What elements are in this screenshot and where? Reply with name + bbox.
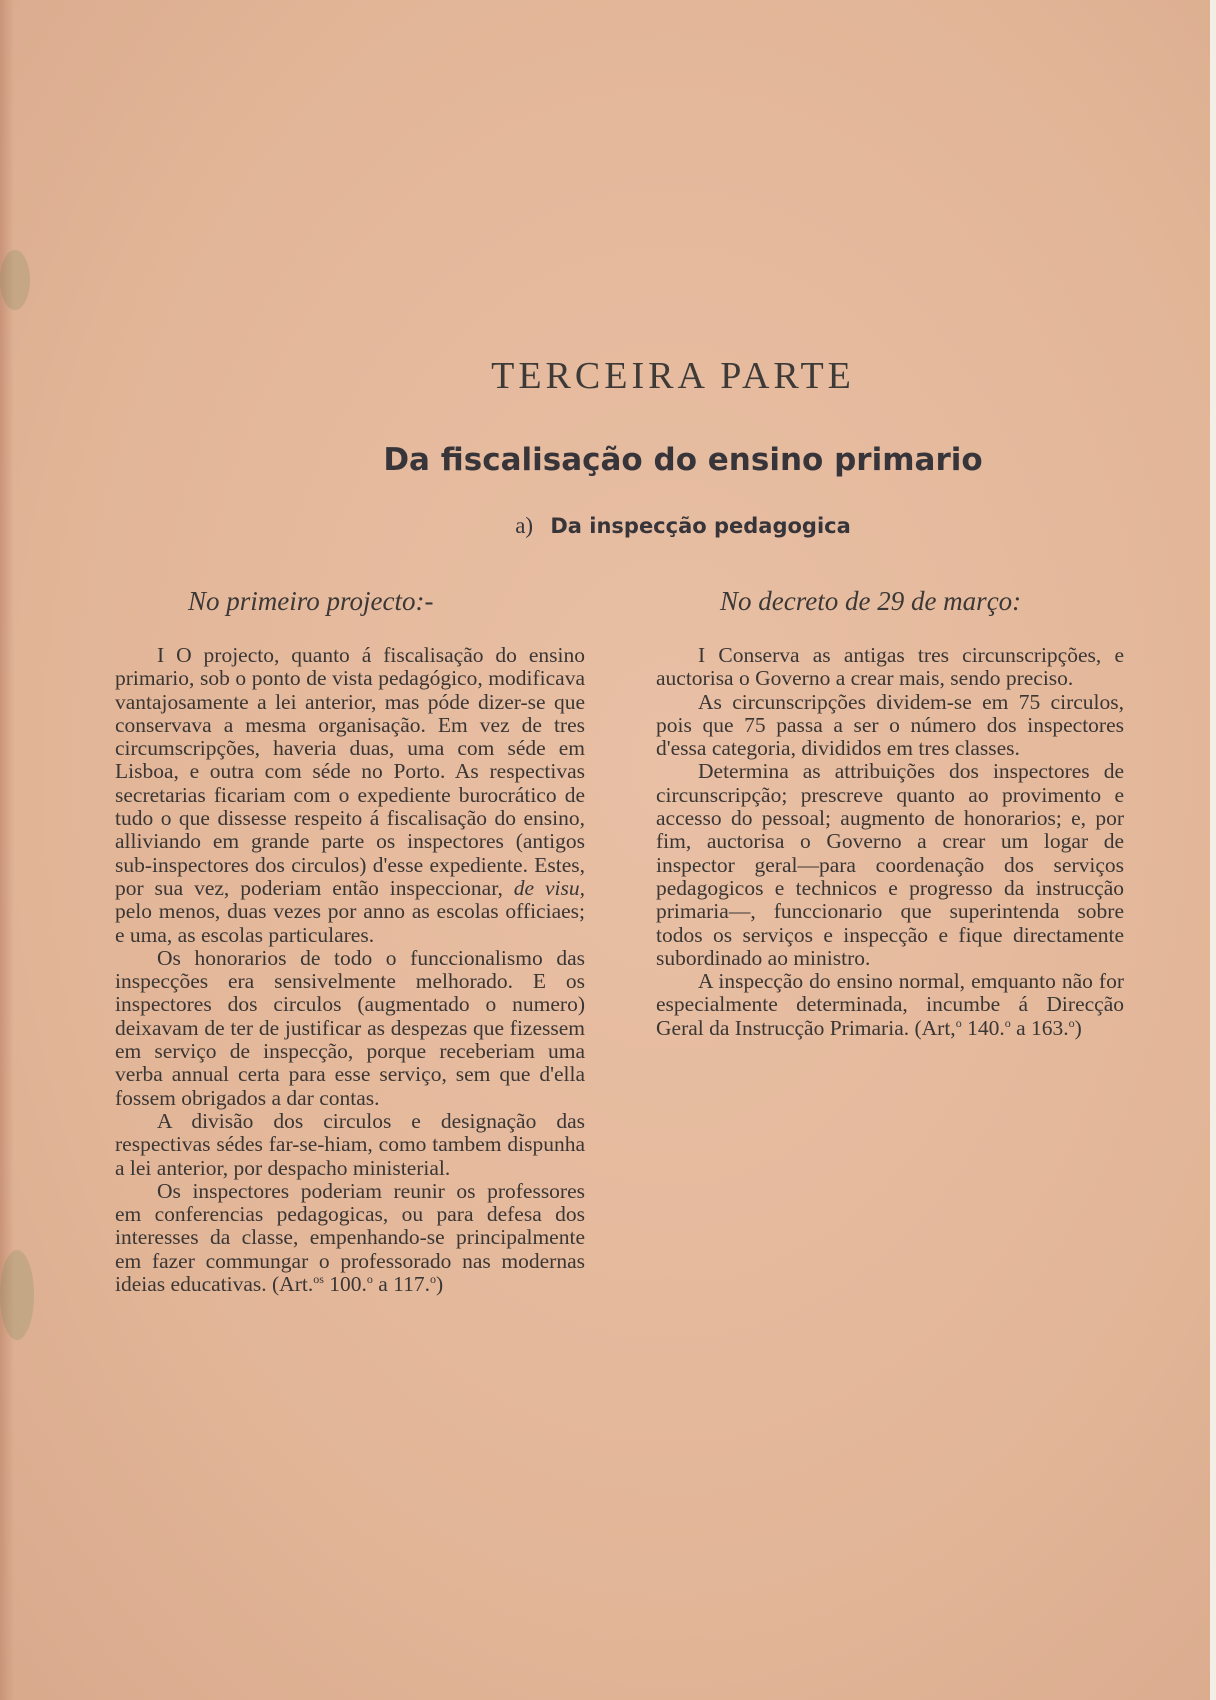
left-paragraph-2: Os honorarios de todo o funccionalismo das inspecções era sensivelmente melhorado. E os inspectores dos circulos (augmentado o numero) deixavam de ter de justificar as despezas que fizessem em serviço de inspecção, porque receberiam uma verba annual certa para esse serviço, sem que d'ella fossem obrigados a dar contas.	[115, 945, 585, 1110]
subsection-marker: a)	[515, 513, 534, 538]
left-paragraph-1: I O projecto, quanto á fiscalisação do ensino primario, sob o ponto de vista pedagógico, modificava vantajosamente a lei anterior, mas póde dizer-se que conservava a mesma organisação. Em vez de tres circumscripções, haveria duas, uma com séde em Lisboa, e outra com séde no Porto. As respectivas secretarias ficariam com o expediente burocrático de tudo o que dissesse respeito á fiscalisação do ensino, alliviando em grande parte os inspectores (antigos sub-inspectores dos circulos) d'esse expediente. Estes, por sua vez, poderiam então inspeccionar, de visu, pelo menos, duas vezes por anno as escolas officiaes; e uma, as escolas particulares.	[115, 643, 585, 947]
right-paragraph-3: Determina as attribuições dos inspectores de circunscripção; prescreve quanto ao provimento e accesso do pessoal; augmento de honorarios; e, por fim, auctorisa o Governo a crear um logar de inspector geral—para coordenação dos serviços pedagogicos e technicos e progresso da instrucção primaria—, funccionario que superintenda sobre todos os serviços e inspecção e fique directamente subordinado ao ministro.	[656, 759, 1124, 970]
right-paragraph-4: A inspecção do ensino normal, emquanto não for especialmente determinada, incumbe á Direcção Geral da Instrucção Primaria. (Art,$^o$ 140.$^o$ a 163.$^o$)	[656, 969, 1124, 1040]
right-column-heading: No decreto de 29 de março:	[720, 586, 1022, 616]
left-column-heading: No primeiro projecto:-	[188, 586, 434, 616]
paper-stain	[0, 250, 30, 310]
left-column	[115, 644, 585, 1296]
subsection-title: Da inspecção pedagogica	[550, 514, 851, 538]
paper-stain	[0, 1250, 34, 1340]
right-paragraph-1: I Conserva as antigas tres circunscripções, e auctorisa o Governo a crear mais, sendo preciso.	[656, 643, 1124, 691]
page-right-edge	[1210, 0, 1216, 1700]
part-title: TERCEIRA PARTE	[491, 355, 855, 397]
right-paragraph-2: As circunscripções dividem-se em 75 circulos, pois que 75 passa a ser o número dos inspectores d'essa categoria, divididos em tres classes.	[656, 689, 1124, 761]
left-paragraph-4: Os inspectores poderiam reunir os professores em conferencias pedagogicas, ou para defesa dos interesses da classe, empenhando-se principalmente em fazer commungar o professorado nas modernas ideias educativas. (Art.$^{os}$ 100.$^o$ a 117.$^o$)	[115, 1178, 585, 1297]
subsection-heading	[0, 513, 1216, 539]
left-paragraph-3: A divisão dos circulos e designação das respectivas sédes far-se-hiam, como tambem dispunha a lei anterior, por despacho ministerial.	[115, 1108, 585, 1180]
right-column	[656, 644, 1124, 1040]
section-title: Da fiscalisação do ensino primario	[383, 442, 983, 478]
